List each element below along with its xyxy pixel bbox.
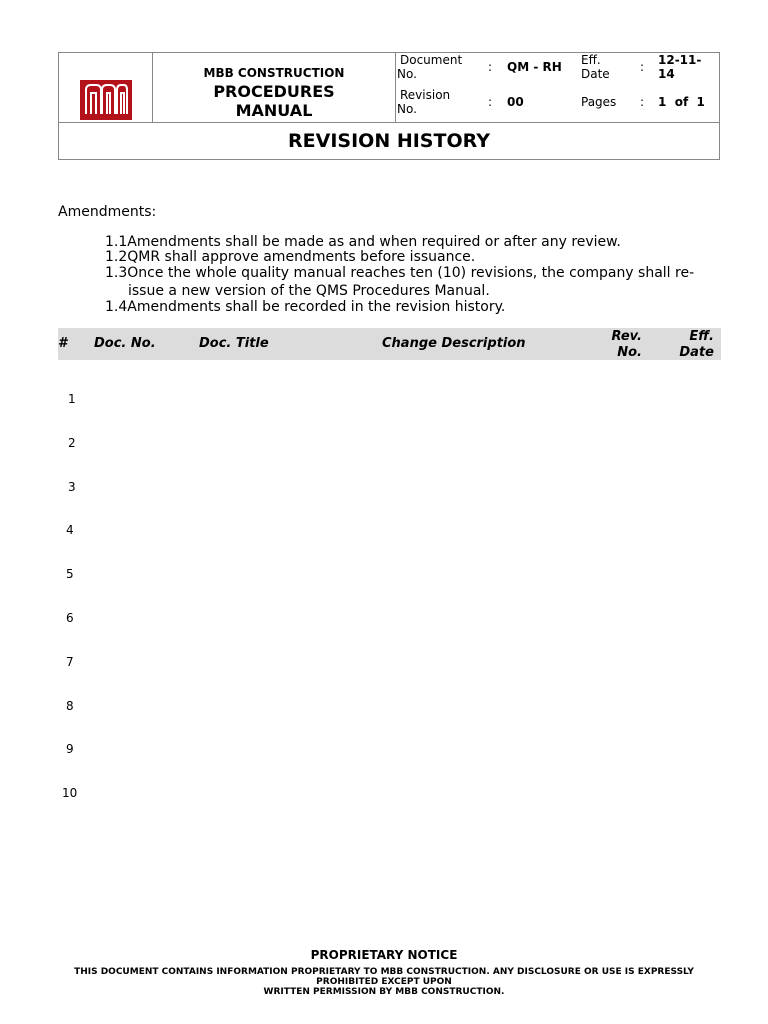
doc-no-label: Document No. [397, 53, 463, 81]
table-row-number: 7 [66, 655, 74, 669]
eff-date-value: 12-11- 14 [658, 53, 702, 81]
pages-label: Pages [581, 95, 617, 109]
header-divider [395, 52, 396, 122]
revision-no-label: Revision No. [397, 88, 451, 116]
header-divider [58, 122, 720, 123]
eff-date-label: Eff. Date [581, 53, 610, 81]
amendments-heading: Amendments: [58, 204, 157, 220]
col-header-rev-no: Rev. No. [611, 329, 642, 360]
manual-title [153, 82, 395, 120]
revision-no-colon: : [488, 95, 493, 109]
col-header-doc-title: Doc. Title [199, 336, 269, 351]
table-row-number: 9 [66, 742, 74, 756]
company-logo [80, 80, 132, 120]
table-row-number: 1 [68, 392, 76, 406]
table-row-number: 2 [68, 436, 76, 450]
pages-colon: : [640, 95, 645, 109]
company-name: MBB CONSTRUCTION [203, 66, 345, 80]
col-header-eff-date: Eff. Date [679, 329, 714, 360]
amendment-item: 1.2QMR shall approve amendments before issuance. [105, 249, 476, 265]
table-row-number: 6 [66, 611, 74, 625]
eff-date-colon: : [640, 60, 645, 74]
proprietary-notice-line: WRITTEN PERMISSION BY MBB CONSTRUCTION. [263, 987, 505, 997]
page-title: REVISION HISTORY [288, 130, 490, 152]
table-row-number: 8 [66, 699, 74, 713]
col-header-number: # [58, 336, 68, 351]
proprietary-notice-title: PROPRIETARY NOTICE [310, 948, 458, 962]
proprietary-notice-line: THIS DOCUMENT CONTAINS INFORMATION PROPRIETARY TO MBB CONSTRUCTION. ANY DISCLOSURE OR USE IS EXPRESSLY [74, 967, 694, 977]
proprietary-notice-line: PROHIBITED EXCEPT UPON [316, 977, 452, 987]
amendment-item: 1.1Amendments shall be made as and when required or after any review. [105, 234, 621, 250]
table-row-number: 10 [62, 786, 78, 800]
amendment-item: 1.4Amendments shall be recorded in the revision history. [105, 299, 506, 315]
col-header-doc-no: Doc. No. [94, 336, 156, 351]
doc-no-value: QM - RH [507, 60, 562, 74]
table-row-number: 5 [66, 567, 74, 581]
logo-mark-icon [80, 80, 132, 120]
doc-no-colon: : [488, 60, 493, 74]
table-row-number: 3 [68, 480, 76, 494]
col-header-change-description: Change Description [382, 336, 526, 351]
manual-title-line1: PROCEDURES [213, 82, 335, 101]
amendment-item: 1.3Once the whole quality manual reaches ten (10) revisions, the company shall re- [105, 265, 695, 281]
table-row-number: 4 [66, 523, 74, 537]
manual-title-line2: MANUAL [235, 101, 313, 120]
revision-no-value: 00 [507, 95, 524, 109]
pages-value: 1 of 1 [658, 95, 705, 109]
amendment-item-continuation: issue a new version of the QMS Procedures Manual. [128, 283, 490, 299]
